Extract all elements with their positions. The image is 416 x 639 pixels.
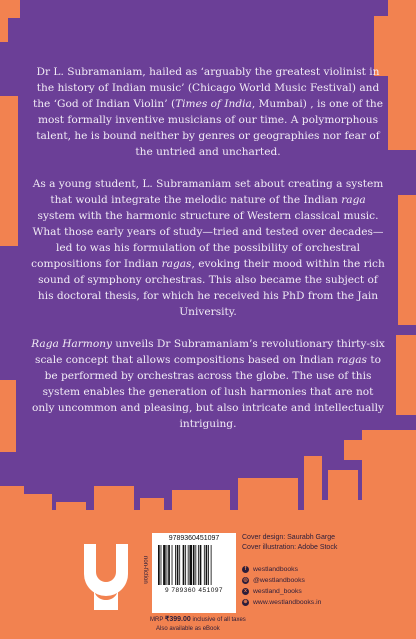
barcode-bar: [177, 545, 179, 585]
decor-block: [238, 478, 298, 512]
decor-block: [398, 195, 416, 325]
barcode-bar: [179, 545, 180, 585]
price-note: inclusive of all taxes: [192, 617, 246, 623]
barcode-bar: [158, 545, 160, 585]
genre-label: non-fiction: [142, 556, 148, 584]
blurb: [30, 64, 386, 448]
decor-block: [0, 0, 8, 42]
cover-credits: [242, 533, 337, 553]
decor-block: [0, 96, 18, 246]
instagram-icon: ◎: [243, 577, 248, 583]
barcode-bar: [208, 545, 209, 585]
price: [150, 615, 246, 623]
decor-block: [0, 380, 16, 452]
barcode-bar: [204, 545, 205, 585]
x-icon: x: [242, 588, 249, 595]
social-instagram[interactable]: ◎ @westlandbooks: [243, 577, 305, 584]
globe-icon: ⊕: [243, 599, 248, 605]
barcode-bar: [211, 545, 212, 585]
barcode-bar: [206, 545, 208, 585]
social-x[interactable]: x westland_books: [242, 586, 321, 597]
decor-block: [56, 502, 86, 512]
barcode-bar: [161, 545, 162, 585]
barcode-bars: [158, 545, 230, 585]
barcode-bar: [168, 545, 170, 585]
barcode-bar: [185, 545, 186, 585]
blurb-paragraph-3: Raga Harmony unveils Dr Subramaniam’s revolutionary thirty-six scale concept that allows compositions based on Indian ragas to be performed by orchestras across the globe. The use of this system enables the generation of lush harmonies that are not only uncommon and pleasing, but also intricate and intellectually intriguing.: [31, 338, 385, 430]
barcode-bar: [195, 545, 196, 585]
barcode-bar: [167, 545, 168, 585]
decor-block: [94, 486, 134, 512]
barcode-bar: [183, 545, 185, 585]
cover-illustration-credit: Cover illustration: Adobe Stock: [242, 544, 338, 551]
decor-block: [304, 500, 414, 512]
ebook-note: Also available as eBook: [156, 626, 220, 632]
decor-block: [396, 335, 416, 415]
social-links: [242, 564, 321, 608]
facebook-icon: f: [242, 566, 249, 573]
barcode-bar: [172, 545, 173, 585]
blurb-paragraph-2: As a young student, L. Subramaniam set about creating a system that would integrate the melodic nature of the Indian raga system with the harmonic structure of Western classical music. What those early years of study—tried and tested over decades—led to was his formulation of the possibility of orchestral compositions for Indian ragas, evoking their mood within the rich sound of symphony orchestras. This also became the subject of his doctoral thesis, for which he received his PhD from the Jain University.: [31, 178, 385, 318]
barcode-bar: [175, 545, 176, 585]
barcode-bar: [163, 545, 166, 585]
barcode-bar: [198, 545, 199, 585]
price-amount: ₹399.00: [164, 616, 191, 623]
price-label: MRP: [150, 617, 164, 623]
decor-block: [172, 490, 230, 512]
decor-block: [0, 486, 24, 498]
barcode-bar: [188, 545, 189, 585]
publisher-logo-icon: [80, 538, 132, 614]
blurb-paragraph-1: Dr L. Subramaniam, hailed as ‘arguably the greatest violinist in the history of Indian music’ (Chicago World Music Festival) and the ‘God of Indian Violin’ (Times of India, Mumbai) , is one of the most formally inventive musicians of our time. A polymorphous talent, he is bound neither by genres or geographies nor fear of the untried and uncharted.: [32, 66, 384, 158]
decor-block: [140, 498, 164, 512]
barcode: [152, 533, 236, 613]
barcode-bar: [189, 545, 192, 585]
social-facebook[interactable]: f westlandbooks: [242, 564, 321, 575]
isbn-bottom: 9 789360 451097: [164, 587, 224, 594]
isbn-top: 9789360451097: [168, 535, 220, 542]
barcode-bar: [193, 545, 195, 585]
cover-design-credit: Cover design: Saurabh Garge: [242, 534, 335, 541]
barcode-bar: [200, 545, 202, 585]
social-website[interactable]: ⊕ www.westlandbooks.in: [243, 599, 322, 606]
